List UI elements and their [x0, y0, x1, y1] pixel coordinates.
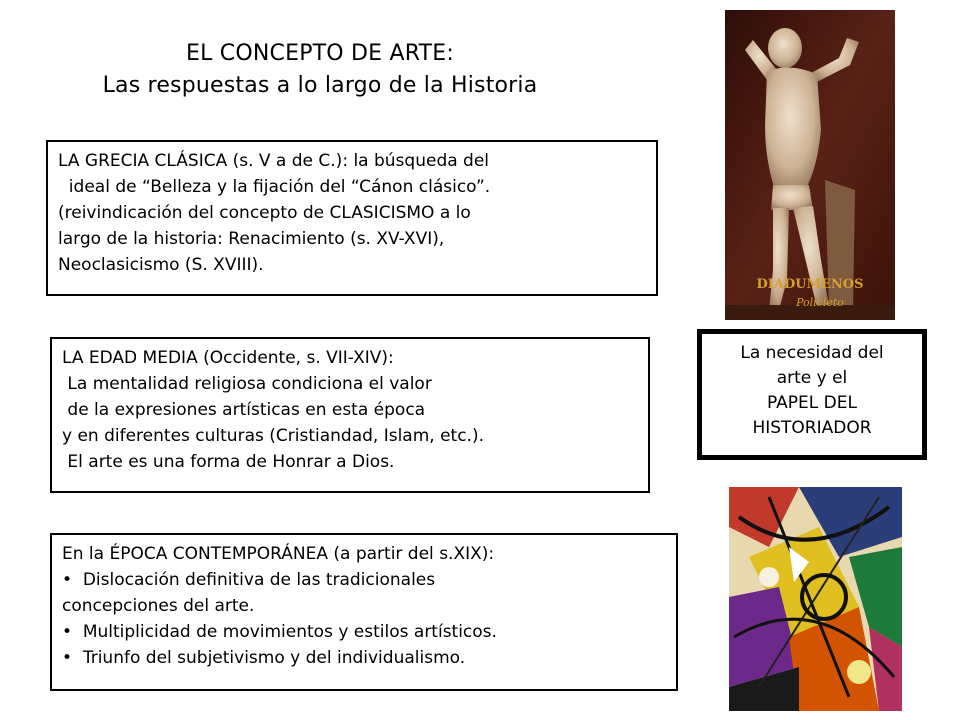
middle-ages-line: y en diferentes culturas (Cristiandad, Islam, etc.). — [62, 426, 484, 446]
abstract-painting-image — [729, 487, 902, 711]
contemporary-line: • Triunfo del subjetivismo y del individualismo. — [62, 648, 466, 668]
title-line-2: Las respuestas a lo largo de la Historia — [102, 73, 538, 98]
historian-text-box — [697, 329, 927, 460]
greece-line: (reivindicación del concepto de CLASICISMO a lo — [58, 203, 471, 223]
middle-ages-line: El arte es una forma de Honrar a Dios. — [62, 452, 395, 472]
contemporary-line: • Dislocación definitiva de las tradicionales — [62, 570, 436, 590]
contemporary-text-box — [50, 533, 678, 691]
contemporary-line: • Multiplicidad de movimientos y estilos artísticos. — [62, 622, 497, 642]
historian-line: arte y el — [776, 368, 848, 388]
statue-image — [725, 10, 895, 320]
greece-line: ideal de “Belleza y la fijación del “Cánon clásico”. — [58, 177, 491, 197]
slide-title — [40, 38, 600, 102]
statue-subcaption: Policleto — [796, 296, 844, 309]
historian-line: HISTORIADOR — [752, 418, 872, 438]
middle-ages-line: La mentalidad religiosa condiciona el valor — [62, 374, 432, 394]
historian-line: La necesidad del — [740, 343, 884, 363]
greece-line: Neoclasicismo (S. XVIII). — [58, 255, 264, 275]
greece-line: largo de la historia: Renacimiento (s. XV-XVI), — [58, 229, 445, 249]
statue-caption: DIADUMENOS — [756, 277, 864, 292]
painting-illustration — [729, 487, 902, 711]
middle-ages-text-box — [50, 337, 650, 493]
title-line-1: EL CONCEPTO DE ARTE: — [186, 41, 454, 66]
historian-line: PAPEL DEL — [767, 393, 857, 413]
middle-ages-line: LA EDAD MEDIA (Occidente, s. VII-XIV): — [62, 348, 394, 368]
contemporary-line: concepciones del arte. — [62, 596, 255, 616]
statue-illustration — [725, 10, 895, 320]
contemporary-line: En la ÉPOCA CONTEMPORÁNEA (a partir del s.XIX): — [62, 544, 495, 564]
greece-line: LA GRECIA CLÁSICA (s. V a de C.): la búsqueda del — [58, 151, 490, 171]
middle-ages-line: de la expresiones artísticas en esta época — [62, 400, 426, 420]
greece-text-box — [46, 140, 658, 296]
